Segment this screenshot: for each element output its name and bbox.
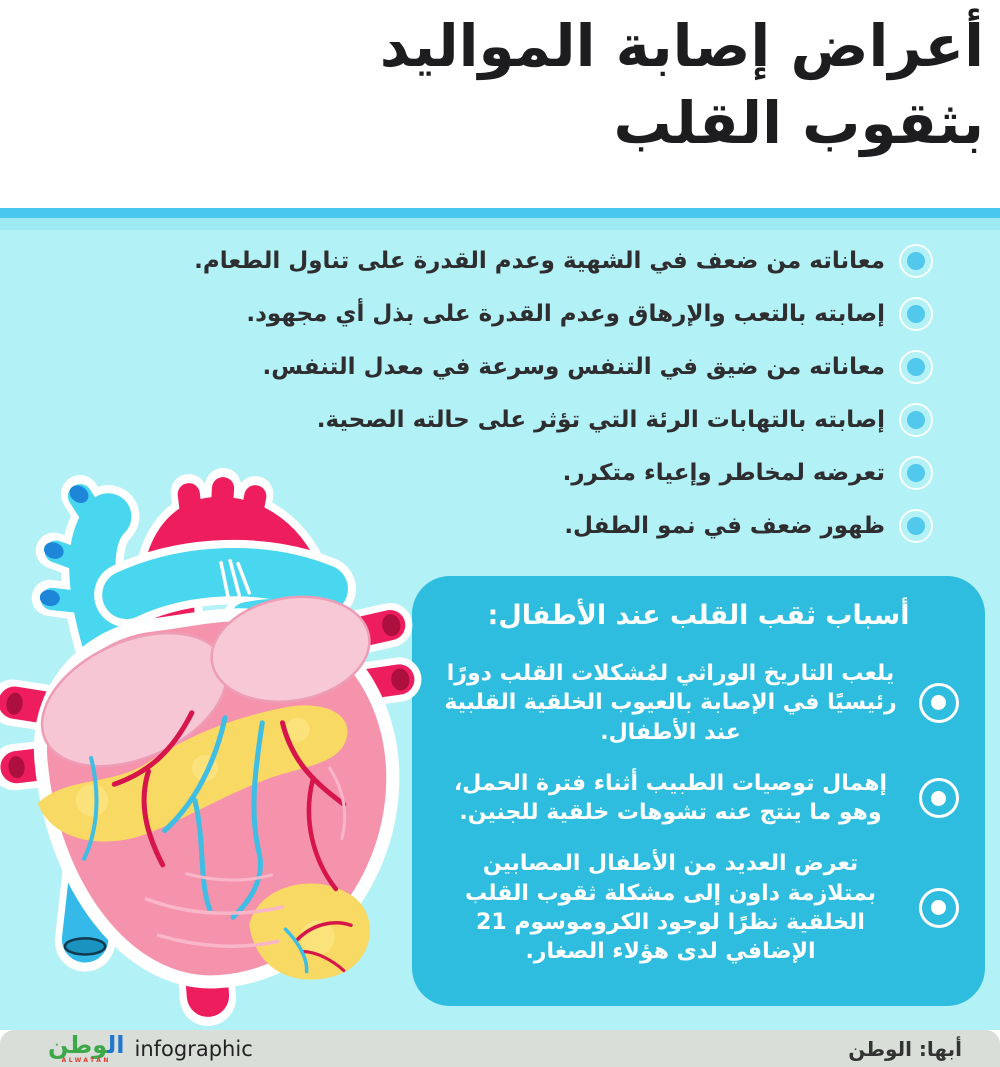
white-ring-dot-icon <box>919 888 959 928</box>
divider-bar-light <box>0 218 1000 230</box>
alwatan-logo-text <box>48 1033 125 1057</box>
ring-dot-icon <box>899 509 933 543</box>
white-ring-dot-icon <box>919 683 959 723</box>
ring-dot-icon <box>899 244 933 278</box>
cause-text: إهمال توصيات الطبيب أثناء فترة الحمل، وهو ما ينتج عنه تشوهات خلقية للجنين. <box>453 770 888 825</box>
causes-panel <box>412 576 985 1006</box>
white-ring-dot-icon <box>919 778 959 818</box>
symptom-text: إصابته بالتهابات الرئة التي تؤثر على حالته الصحية. <box>316 407 885 433</box>
symptom-text: معاناته من ضيق في التنفس وسرعة في معدل التنفس. <box>262 354 885 380</box>
list-item <box>194 457 933 489</box>
list-item <box>194 510 933 542</box>
cause-text: تعرض العديد من الأطفال المصابين بمتلازمة داون إلى مشكلة ثقوب القلب الخلقية نظرًا لوجود الكروموسوم 21 الإضافي لدى هؤلاء الصغار. <box>465 851 876 964</box>
list-item <box>439 659 959 747</box>
list-item <box>194 351 933 383</box>
logo-al: ال <box>107 1031 125 1059</box>
list-item <box>194 245 933 277</box>
footer-brand <box>48 1033 253 1064</box>
infographic-label: infographic <box>134 1036 253 1061</box>
ring-dot-icon <box>899 350 933 384</box>
symptom-text: إصابته بالتعب والإرهاق وعدم القدرة على بذل أي مجهود. <box>246 301 885 327</box>
main-content <box>0 230 1000 1030</box>
list-item <box>194 404 933 436</box>
ring-dot-icon <box>899 297 933 331</box>
symptoms-list <box>194 245 933 542</box>
anatomical-heart-icon <box>0 466 440 1030</box>
footer-bar <box>0 1030 1000 1067</box>
logo-watan: وطن <box>48 1031 108 1059</box>
page-title-line2: بثقوب القلب <box>613 88 984 157</box>
page-title-line1: أعراض إصابة المواليد <box>379 12 984 80</box>
divider-bar <box>0 208 1000 218</box>
symptom-text: تعرضه لمخاطر وإعياء متكرر. <box>562 460 885 486</box>
heart-illustration <box>0 466 440 1030</box>
symptom-text: ظهور ضعف في نمو الطفل. <box>564 513 885 539</box>
alwatan-logo <box>48 1033 125 1064</box>
ring-dot-icon <box>899 403 933 437</box>
cause-text: يلعب التاريخ الوراثي لمُشكلات القلب دورًا رئيسيًا في الإصابة بالعيوب الخلقية القلبية عند الأطفال. <box>444 661 897 745</box>
page-title <box>380 8 984 161</box>
ring-dot-icon <box>899 456 933 490</box>
symptom-text: معاناته من ضعف في الشهية وعدم القدرة على تناول الطعام. <box>194 248 885 274</box>
footer-source: أبها: الوطن <box>848 1036 962 1061</box>
header <box>0 0 1000 208</box>
causes-heading: أسباب ثقب القلب عند الأطفال: <box>487 600 910 631</box>
alwatan-logo-subtext: ALWATAN <box>61 1057 111 1064</box>
list-item <box>194 298 933 330</box>
list-item <box>439 769 959 828</box>
list-item <box>439 849 959 966</box>
